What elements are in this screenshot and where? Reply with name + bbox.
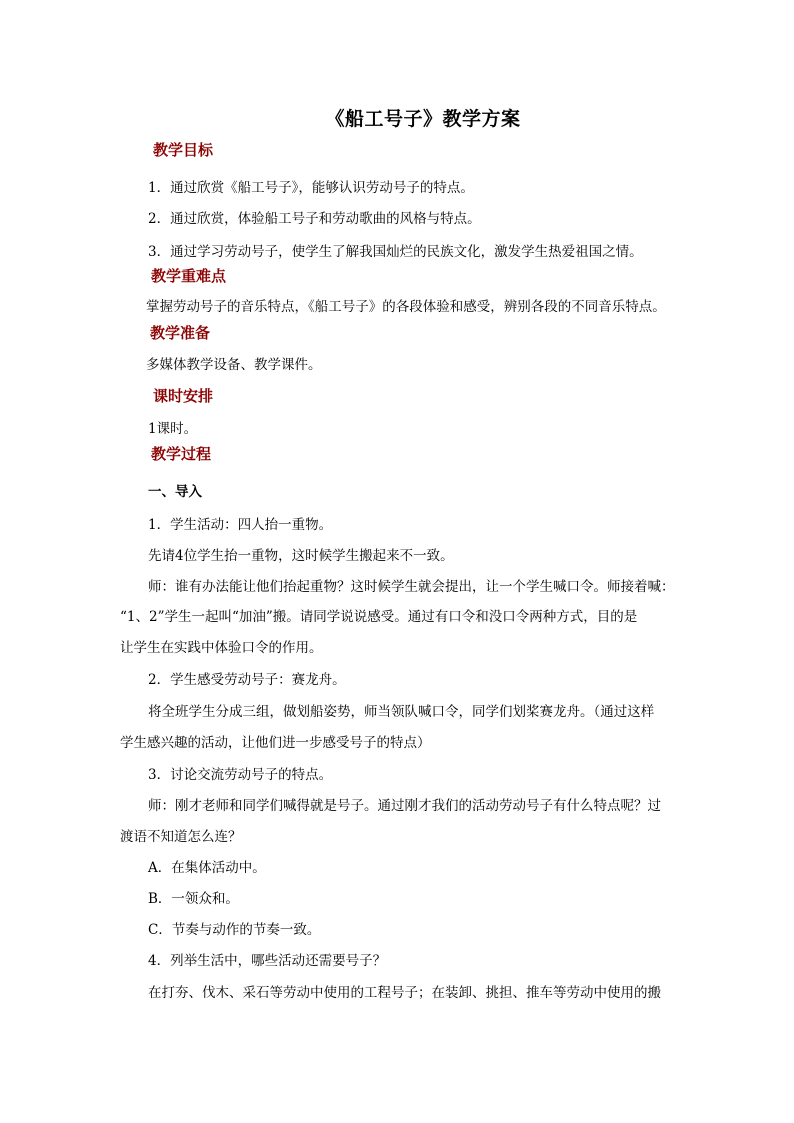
process-line: “1、2”学生一起叫“加油”搬。请同学说说感受。通过有口令和没口令两种方式，目的是 xyxy=(120,609,638,625)
process-line: 师：刚才老师和同学们喊得就是号子。通过刚才我们的活动劳动号子有什么特点呢？过 xyxy=(148,798,661,814)
process-line: 先请4位学生抬一重物，这时候学生搬起来不一致。 xyxy=(148,548,454,564)
schedule-text: 1课时。 xyxy=(148,421,198,437)
process-line: 4．列举生活中，哪些活动还需要号子？ xyxy=(148,953,387,969)
heading-key-points: 教学重难点 xyxy=(151,267,227,285)
heading-preparation: 教学准备 xyxy=(150,324,211,342)
document-title: 《船工号子》教学方案 xyxy=(325,108,521,130)
process-line: 3．讨论交流劳动号子的特点。 xyxy=(148,767,333,783)
process-line: 学生感兴趣的活动，让他们进一步感受号子的特点） xyxy=(120,735,431,751)
process-line: B．一领众和。 xyxy=(148,891,239,907)
process-line: 将全班学生分成三组，做划船姿势，师当领队喊口令，同学们划桨赛龙舟。（通过这样 xyxy=(148,704,655,720)
heading-objectives: 教学目标 xyxy=(153,141,214,159)
process-line: 师：谁有办法能让他们抬起重物？这时候学生就会提出，让一个学生喊口令。师接着喊： xyxy=(148,579,675,595)
objective-item: 1．通过欣赏《船工号子》，能够认识劳动号子的特点。 xyxy=(148,180,474,196)
objective-item: 3．通过学习劳动号子，使学生了解我国灿烂的民族文化，激发学生热爱祖国之情。 xyxy=(148,244,643,260)
process-line: 2．学生感受劳动号子：赛龙舟。 xyxy=(148,672,346,688)
process-intro: 一、导入 xyxy=(148,484,202,500)
process-line: 渡语不知道怎么连？ xyxy=(120,829,242,845)
objective-item: 2．通过欣赏，体验船工号子和劳动歌曲的风格与特点。 xyxy=(148,211,481,227)
process-line: 在打夯、伐木、采石等劳动中使用的工程号子；在装卸、挑担、推车等劳动中使用的搬 xyxy=(148,985,661,1001)
heading-process: 教学过程 xyxy=(151,445,212,463)
process-line: C．节奏与动作的节奏一致。 xyxy=(148,922,321,938)
process-line: A．在集体活动中。 xyxy=(148,860,266,876)
heading-schedule: 课时安排 xyxy=(153,387,214,405)
process-line: 让学生在实践中体验口令的作用。 xyxy=(120,640,323,656)
preparation-text: 多媒体教学设备、教学课件。 xyxy=(146,357,322,373)
process-line: 1．学生活动：四人抬一重物。 xyxy=(148,517,333,533)
key-points-text: 掌握劳动号子的音乐特点，《船工号子》的各段体验和感受，辨别各段的不同音乐特点。 xyxy=(146,299,666,315)
